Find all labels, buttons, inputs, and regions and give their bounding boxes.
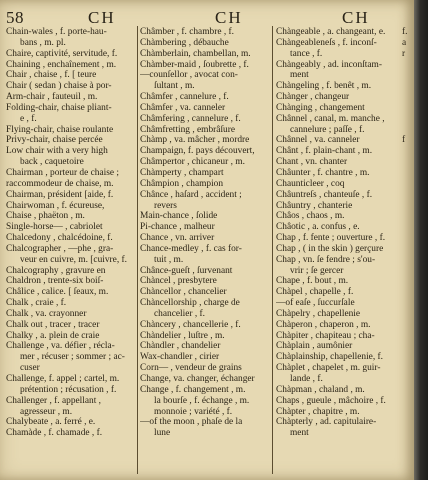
dictionary-line: Chair ( sedan ) chaise à por- [6,81,112,92]
dictionary-line: Champaign, f. pays découvert, [140,146,255,157]
dictionary-line: monnoie ; variété , f. [154,406,233,417]
dictionary-line: Châmfretting , embrâſure [140,124,236,135]
dictionary-line: Châuntry , chanterie [276,200,353,211]
dictionary-line: Châmfer , va. canneler [140,102,226,113]
dictionary-column-2 [140,27,271,439]
dictionary-line: Chape , f. bout , m. [276,276,349,287]
margin-fragment [402,407,414,418]
margin-fragment [402,341,414,352]
dictionary-line: Châmpertor , chicaneur , m. [140,157,245,168]
margin-fragment [402,81,414,92]
margin-fragment [402,244,414,255]
dictionary-line: Chalk out , tracer , tracer [6,319,100,330]
dictionary-line: cuser [20,363,40,374]
margin-fragment: r [402,48,406,59]
dictionary-line: Chàpiter , chapiteau ; cha- [276,330,375,341]
dictionary-line: Chalybeate , a. ferré , e. [6,417,96,428]
margin-fragment [402,125,414,136]
dictionary-line: Chànger , changeur [276,92,350,103]
margin-fragment [402,374,414,385]
margin-fragment [402,298,414,309]
dictionary-line: Chance-medley , f. cas for- [140,243,242,254]
dictionary-line: Chàplain , aumônier [276,341,353,352]
margin-fragment [402,352,414,363]
dictionary-line: Chalky , a. plein de craie [6,330,100,341]
margin-fragment [402,396,414,407]
dictionary-line: Chamàde , f. chamade , f. [6,428,103,439]
dictionary-line: Folding-chair, chaise pliant- [6,102,112,113]
dictionary-line: —counſellor , avocat con- [140,70,238,81]
dictionary-line: lande , f. [290,374,323,384]
dictionary-line: Chalk , craie , f. [6,298,67,309]
margin-fragment [402,222,414,233]
dictionary-line: raccommodeur de chaise, m. [6,178,114,189]
margin-fragment [402,146,414,157]
margin-fragment [402,233,414,244]
dictionary-line: Chant , vn. chanter [276,157,348,168]
dictionary-line: Chàplet , chapelet , m. guir- [276,363,381,374]
dictionary-line: Chânce , haſard , accident ; [140,189,242,200]
dictionary-line: Chàpter , chapitre , m. [276,406,360,417]
dictionary-line: Chaldron , trente-six boiſ- [6,276,104,287]
dictionary-line: Corn— , vendeur de grains [140,363,242,374]
dictionary-line: Châunter , f. chantre , m. [276,167,370,178]
dictionary-line: Chânt , f. plain-chant , m. [276,146,373,157]
dictionary-line: Chàndelier , luſtre , m. [140,330,225,341]
margin-fragment [402,179,414,190]
margin-fragment: a [402,37,407,48]
dictionary-line: mer , récuser ; sommer ; ac- [20,352,125,363]
dictionary-line: veur en cuivre, m. [cuivre, f. [20,254,127,265]
margin-fragment [402,114,414,125]
margin-fragment: f [402,135,406,146]
dictionary-line: Chaunticleer , coq [276,178,345,189]
dictionary-line: Châmpion , champion [140,178,224,189]
dictionary-line: Châos , chaos , m. [276,211,345,222]
dictionary-line: Chance , vn. arriver [140,233,215,244]
dictionary-line: Privy-chair, chaise percée [6,135,103,146]
margin-fragments [402,27,414,439]
margin-fragment [402,201,414,212]
margin-fragment [402,60,414,71]
dictionary-line: Chain-wales , f. porte-hau- [6,27,107,37]
dictionary-line: tuit , m. [154,254,184,265]
dictionary-line: Low chair with a very high [6,146,108,157]
dictionary-line: Chalcographer , —phe , gra- [6,243,114,254]
dictionary-line: Chairwoman , f. écureuse, [6,200,105,211]
dictionary-line: Challenger , f. appellant , [6,395,102,406]
dictionary-line: Chair , chaise , f. [ teure [6,70,97,81]
column-header-3: CH [342,8,370,27]
dictionary-line: Châmber , f. chambre , f. [140,27,234,37]
dictionary-line: Chàmp , va. mâcher , mordre [140,135,250,146]
dictionary-line: Challenge , va. défier , récla- [6,341,115,352]
dictionary-line: Châmfering , cannelure , f. [140,113,241,124]
dictionary-line: ſultant , m. [154,81,195,92]
dictionary-line: —of eaſe , ſuccurſale [276,298,355,309]
dictionary-line: Chaps , gueule , mâchoire , f. [276,395,386,406]
dictionary-line: ment [290,428,309,439]
dictionary-line: Challenge, f. appel ; cartel, m. [6,374,120,384]
dictionary-line: Châuntreſs , chanteuſe , f. [276,189,373,200]
dictionary-line: Pi-chance , malheur [140,222,215,233]
margin-fragment [402,211,414,222]
dictionary-line: Chàpel , chapelle , f. [276,287,354,298]
dictionary-line: Chàmperty , champart [140,167,224,178]
dictionary-line: Chap , vn. ſe fendre ; s'ou- [276,254,376,265]
dictionary-line: back , caquetoire [20,157,84,168]
dictionary-line: cannelure ; paſſe , f. [290,124,365,135]
dictionary-line: la bourſe , f. échange , m. [154,395,250,406]
dictionary-line: Chàngeably , ad. inconſtam- [276,59,382,70]
dictionary-line: Chàpterly , ad. capitulaire- [276,417,377,428]
dictionary-line: revers [154,200,177,211]
dictionary-line: Chap , f. fente ; ouverture , f. [276,233,386,244]
dictionary-line: Change , f. changement , m. [140,384,246,395]
dictionary-line: Chàncery , chancellerie , f. [140,319,241,330]
dictionary-line: Châmfer , cannelure , f. [140,92,229,103]
dictionary-line: Chap , ( in the skin ) gerçure [276,243,384,254]
dictionary-line: Flying-chair, chaise roulante [6,124,114,135]
dictionary-line: Chàngeableneſs , f. inconſ- [276,37,377,48]
dictionary-line: e , f. [20,113,37,124]
dictionary-line: Chàmberlain, chambellan, m. [140,48,251,59]
dictionary-line: Chàncellor , chancelier [140,287,227,298]
margin-fragment [402,417,414,428]
dictionary-line: chancelier , f. [154,308,206,319]
dictionary-line: Châotic , a. confus , e. [276,222,360,233]
dictionary-line: Chaining , enchaînement , m. [6,59,117,70]
dictionary-line: Chânce-gueſt , ſurvenant [140,265,233,276]
dictionary-line: —of the moon , phaſe de la [140,417,243,428]
dictionary-line: Châlice , calice. [ ſeaux, m. [6,287,109,298]
dictionary-line: Single-horse— , cabriolet [6,222,103,233]
margin-fragment [402,168,414,179]
dictionary-line: Chairman, président [aide, f. [6,189,114,200]
dictionary-line: Chalcedony , chalcédoine, f. [6,233,113,244]
dictionary-line: Chàngeable , a. changeant, e. [276,27,386,37]
dictionary-line: Change, va. changer, échanger [140,374,255,384]
dictionary-column-3 [276,27,403,439]
margin-fragment [402,70,414,81]
margin-fragment [402,276,414,287]
dictionary-line: Chânnel , canal, m. manche , [276,113,385,124]
dictionary-line: lune [154,428,171,439]
dictionary-line: Chànging , changement [276,102,365,113]
margin-fragment [402,92,414,103]
dictionary-line: Chalcography , gravure en [6,265,106,276]
dictionary-line: Chàmber-maid , ſoubrette , f. [140,59,249,70]
column-divider-1 [137,26,138,474]
dictionary-line: Chairman , porteur de chaise ; [6,167,119,178]
dictionary-line: Chàplainship, chapellenie, f. [276,352,383,363]
dictionary-line: Main-chance , ſolide [140,211,218,222]
dictionary-column-1 [6,27,136,439]
dictionary-line: Arm-chair , fauteuil , m. [6,92,98,103]
dictionary-line: Chalk , va. crayonner [6,308,87,319]
dictionary-line: Chàperon , chaperon , m. [276,319,371,330]
dictionary-line: agresseur , m. [20,406,73,417]
dictionary-line: tance , f. [290,48,323,59]
margin-fragment [402,385,414,396]
margin-fragment [402,320,414,331]
dictionary-line: Chàngeling , f. benêt , m. [276,81,372,92]
dictionary-line: Chàncellorship , charge de [140,298,240,309]
margin-fragment [402,157,414,168]
dictionary-line: Chânnel , va. canneler [276,135,360,146]
dictionary-line: Chaire, captivité, servitude, f. [6,48,118,59]
margin-fragment [402,428,414,439]
margin-fragment [402,255,414,266]
dictionary-line: prétention ; récusation , f. [20,384,117,395]
column-header-1: CH [88,8,116,27]
column-divider-2 [272,26,273,474]
dictionary-line: Wax-chandler , cirier [140,352,220,363]
dictionary-line: ment [290,70,309,81]
book-gutter [414,0,428,480]
margin-fragment [402,363,414,374]
margin-fragment: f. [402,27,408,37]
dictionary-line: Chàncel , presbytere [140,276,217,287]
column-header-2: CH [215,8,243,27]
margin-fragment [402,266,414,277]
margin-fragment [402,331,414,342]
dictionary-line: vrir ; ſe gercer [290,265,344,276]
dictionary-line: Chàpelry , chapellenie [276,308,361,319]
margin-fragment [402,190,414,201]
dictionary-line: Chaise , phaëton , m. [6,211,85,222]
dictionary-line: Chàndler , chandelier [140,341,221,352]
dictionary-line: Chàmbering , débauche [140,37,229,48]
margin-fragment [402,287,414,298]
margin-fragment [402,309,414,320]
margin-fragment [402,103,414,114]
dictionary-line: bans , m. pl. [20,37,66,48]
dictionary-line: Chàpman , chaland , m. [276,384,365,395]
page-number: 58 [6,8,24,27]
